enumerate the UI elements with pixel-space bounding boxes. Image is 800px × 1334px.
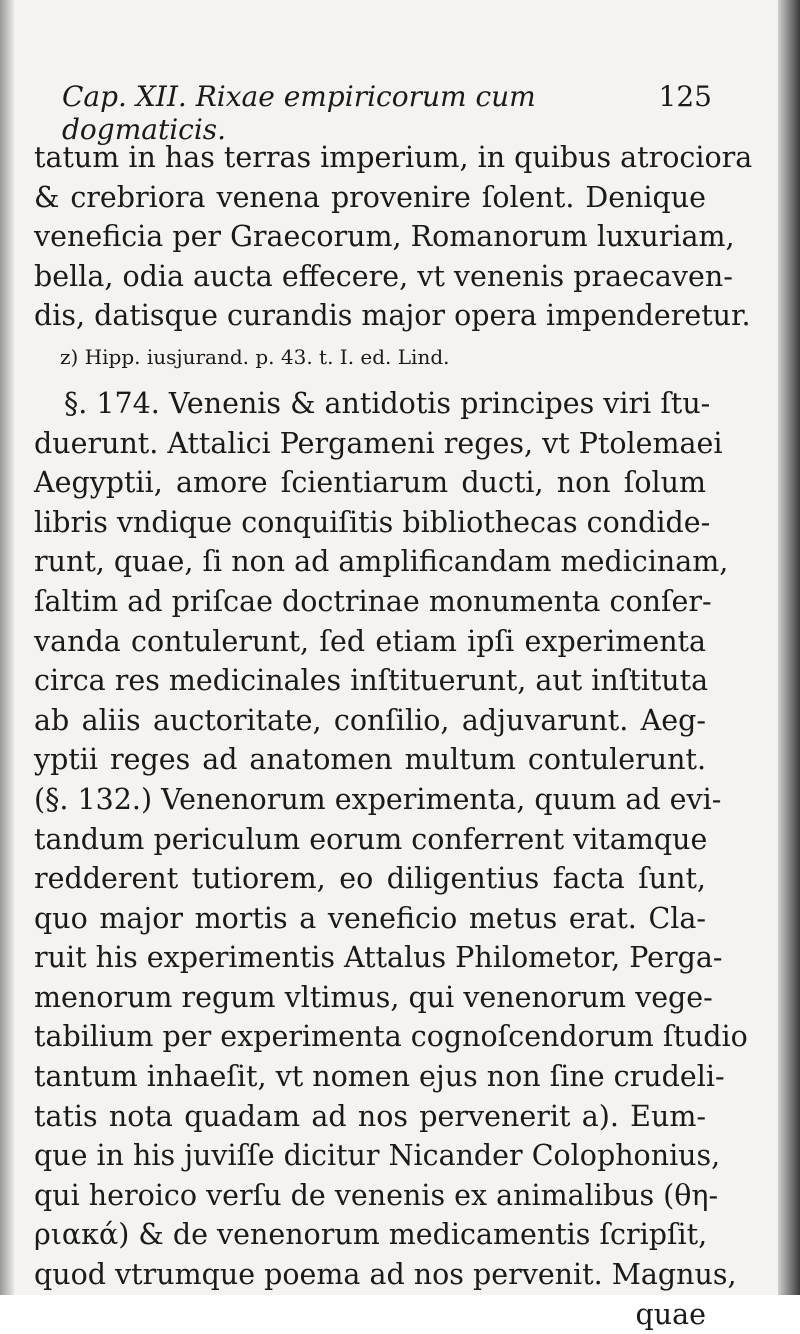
text-line: ruit his experimentis Attalus Philometor, Perga- [34,941,723,975]
text-line: libris vndique conquiſitis bibliothecas condide- [34,505,711,539]
text-line: veneficia per Graecorum, Romanorum luxuriam, [34,220,735,254]
text-line: (§. 132.) Venenorum experimenta, quum ad evi- [34,782,722,816]
text-line: circa res medicinales inſtituerunt, aut inſtituta [34,664,709,698]
text-line: runt, quae, ſi non ad amplificandam medicinam, [34,545,729,579]
text-line: bella, odia aucta effecere, vt venenis praecaven- [34,259,733,293]
text-line: vanda contulerunt, ſed etiam ipſi experimenta [34,624,706,658]
running-header [62,80,712,146]
text-line: redderent tutiorem, eo diligentius facta ſunt, [34,862,706,896]
text-line: ſaltim ad priſcae doctrinae monumenta conſer- [34,584,712,618]
page-number: 125 [658,80,712,113]
paragraph-174 [34,384,748,1295]
footnote-z: z) Hipp. iusjurand. p. 43. t. I. ed. Lind. [60,344,450,369]
text-line: §. 174. Venenis & antidotis principes viri ſtu- [64,386,711,420]
text-line: menorum regum vltimus, qui venenorum vege- [34,980,713,1014]
text-body [34,138,753,1334]
text-line: qui heroico verſu de venenis ex animalibus (θη- [34,1178,719,1212]
text-line: ab aliis auctoritate, conſilio, adjuvarunt. Aeg- [34,703,706,737]
text-line: duerunt. Attalici Pergameni reges, vt Ptolemaei [34,426,723,460]
text-line: tatis nota quadam ad nos pervenerit a). Eum- [34,1099,706,1133]
catchword: quae [635,1297,706,1331]
text-line: dis, datisque curandis major opera impenderetur. [34,299,751,333]
text-line: ριακά) & de venenorum medicamentis ſcripſit, [34,1218,708,1252]
text-line: & crebriora venena provenire ſolent. Denique [34,180,706,214]
text-line: que in his juviſſe dicitur Nicander Colophonius, [34,1139,721,1173]
page-shadow-right [778,0,800,1295]
text-line: tatum in has terras imperium, in quibus atrociora [34,141,753,174]
text-line: quo major mortis a veneficio metus erat. Cla- [34,901,706,935]
paragraph-continuation [34,138,753,336]
page-shadow-left [0,0,14,1295]
text-line: tabilium per experimenta cognoſcendorum ſtudio [34,1020,748,1054]
text-line: quod vtrumque poema ad nos pervenit. Magnus, [34,1258,737,1292]
running-title: Cap. XII. Rixae empiricorum cum dogmaticis. [62,80,536,146]
text-line: yptii reges ad anatomen multum contulerunt. [34,743,706,777]
text-line: Aegyptii, amore ſcientiarum ducti, non ſolum [34,466,706,500]
text-line: tantum inhaeſit, vt nomen ejus non ſine crudeli- [34,1060,725,1094]
text-line: tandum periculum eorum conferrent vitamque [34,822,708,856]
